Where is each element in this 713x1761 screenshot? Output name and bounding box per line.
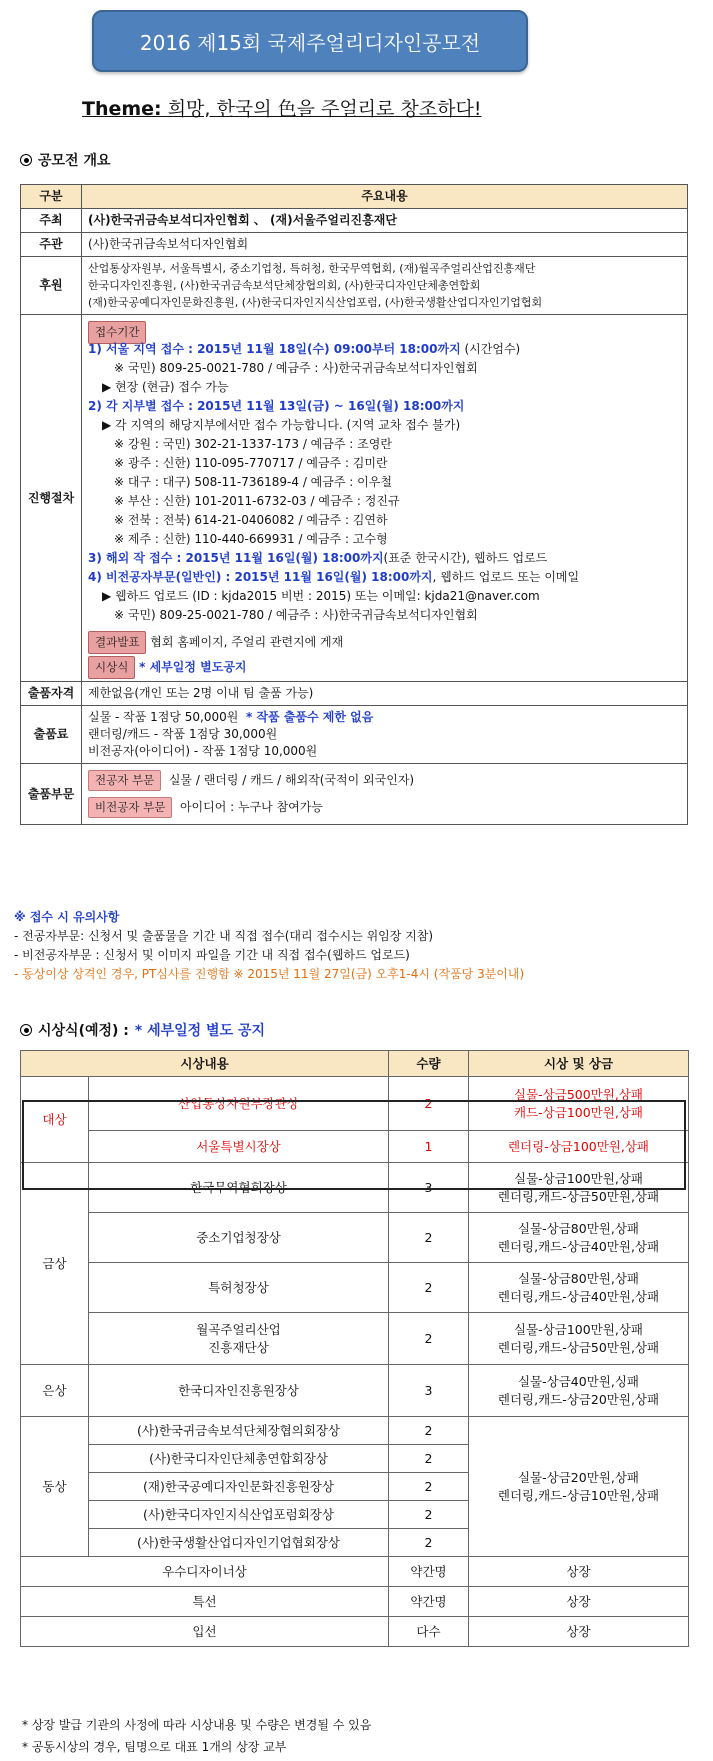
organizer-value: (사)한국귀금속보석디자인협회	[82, 233, 688, 257]
prize-line: 실물-상금20만원,상패	[518, 1469, 639, 1485]
eligibility-label: 출품자격	[21, 682, 82, 706]
theme-text: 희망, 한국의 色을 주얼리로 창조하다!	[161, 98, 482, 120]
award-qty: 1	[389, 1131, 469, 1163]
branch-account: ※ 대구 : 대구) 508-11-736189-4 / 예금주 : 이우철	[114, 475, 392, 489]
award-qty: 약간명	[389, 1587, 469, 1617]
awards-col-prize: 시상 및 상금	[469, 1051, 689, 1077]
award-name: 한국무역협회장상	[89, 1163, 389, 1213]
award-prize	[469, 1077, 689, 1131]
award-name: (사)한국디자인지식산업포럼회장상	[89, 1501, 389, 1529]
award-qty: 다수	[389, 1617, 469, 1647]
process-value	[82, 315, 688, 682]
awards-col-qty: 수량	[389, 1051, 469, 1077]
award-qty: 2	[389, 1473, 469, 1501]
eligibility-value: 제한없음(개인 또는 2명 이내 팀 출품 가능)	[82, 682, 688, 706]
reception-tag: 접수기간	[88, 321, 146, 344]
awards-heading	[20, 1020, 265, 1040]
process-step-1: 1) 서울 지역 접수 : 2015년 11월 18일(수) 09:00부터 18:00까지	[88, 342, 461, 356]
note-line: - 비전공자부문 : 신청서 및 이미지 파일을 기간 내 직접 접수(웹하드 업로드)	[14, 948, 410, 962]
prize-line: 실물-상금80만원,상패	[518, 1270, 639, 1286]
process-step-1-account: ※ 국민) 809-25-0021-780 / 예금주 : 사)한국귀금속보석디자인협회	[114, 361, 478, 375]
col-header-category: 구분	[21, 185, 82, 209]
award-prize: 상장	[469, 1557, 689, 1587]
category-label: 출품부문	[21, 764, 82, 825]
awards-heading-text: 시상식(예정) :	[38, 1023, 129, 1039]
award-qty: 2	[389, 1263, 469, 1313]
award-qty: 2	[389, 1529, 469, 1557]
branch-account: ※ 강원 : 국민) 302-21-1337-173 / 예금주 : 조영란	[114, 437, 392, 451]
branch-account: ※ 전북 : 전북) 614-21-0406082 / 예금주 : 김연하	[114, 513, 388, 527]
award-qty: 2	[389, 1445, 469, 1473]
award-name	[89, 1313, 389, 1365]
award-tier-daesang: 대상	[21, 1077, 89, 1163]
prize-line: 실물-상금100만원,상패	[514, 1321, 643, 1337]
award-prize	[469, 1263, 689, 1313]
awards-heading-note: * 세부일정 별도 공지	[134, 1023, 266, 1039]
award-prize: 상장	[469, 1617, 689, 1647]
prize-line: 렌더링,캐드-상금50만원,상패	[497, 1188, 660, 1204]
award-name: (사)한국귀금속보석단체장협의회장상	[89, 1417, 389, 1445]
sponsor-line: (재)한국공예디자인문화진흥원, (사)한국디자인지식산업포럼, (사)한국생활산업디자인기업협회	[88, 296, 543, 309]
sponsor-label: 후원	[21, 257, 82, 315]
award-name: 입선	[21, 1617, 389, 1647]
awards-table	[20, 1050, 689, 1647]
process-step-2: 2) 각 지부별 접수 : 2015년 11월 13일(금) ~ 16일(월) 18:00까지	[88, 399, 465, 413]
process-step-1-onsite: ▶ 현장 (현금) 접수 가능	[102, 380, 229, 394]
award-tier-eunsang: 은상	[21, 1365, 89, 1417]
fee-line: 실물 - 작품 1점당 50,000원	[88, 710, 239, 724]
process-step-3: 3) 해외 작 접수 : 2015년 11월 16일(월) 18:00까지	[88, 551, 384, 565]
note-line: - 전공자부문: 신청서 및 출품물을 기간 내 직접 접수(대리 접수시는 위임장 지참)	[14, 929, 434, 943]
prize-line: 실물-상금500만원,상패	[514, 1086, 643, 1102]
award-qty: 약간명	[389, 1557, 469, 1587]
organizer-label: 주관	[21, 233, 82, 257]
award-qty: 3	[389, 1365, 469, 1417]
process-step-2-note: ▶ 각 지역의 해당지부에서만 접수 가능합니다. (지역 교차 접수 불가)	[102, 418, 461, 432]
host-value: (사)한국귀금속보석디자인협회 、 (재)서울주얼리진흥재단	[82, 209, 688, 233]
award-name: 특허청장상	[89, 1263, 389, 1313]
award-name: 특선	[21, 1587, 389, 1617]
award-name: 서울특별시장상	[89, 1131, 389, 1163]
ceremony-text: * 세부일정 별도공지	[139, 660, 247, 674]
sponsor-line: 산업통상자원부, 서울특별시, 중소기업청, 특허청, 한국무역협회, (재)월곡주얼리산업진흥재단	[88, 262, 536, 275]
fee-label: 출품료	[21, 706, 82, 764]
process-step-1-suffix: (시간엄수)	[460, 342, 521, 356]
branch-account: ※ 제주 : 신한) 110-440-669931 / 예금주 : 고수형	[114, 532, 388, 546]
award-name-line: 진흥재단상	[208, 1339, 269, 1355]
result-tag: 결과발표	[88, 631, 146, 654]
reception-notes	[14, 908, 524, 984]
award-qty: 2	[389, 1313, 469, 1365]
fee-line: 비전공자(아이디어) - 작품 1점당 10,000원	[88, 744, 318, 758]
sponsor-line: 한국디자인진흥원, (사)한국귀금속보석단체장협의회, (사)한국디자인단체총연합회	[88, 279, 481, 292]
process-label: 진행절차	[21, 315, 82, 682]
prize-line: 캐드-상금100만원,상패	[514, 1104, 643, 1120]
overview-table	[20, 184, 688, 825]
note-line-highlight: - 동상이상 상격인 경우, PT심사를 진행함 ※ 2015년 11월 27일(금) 오후1-4시 (작품당 3분이내)	[14, 967, 525, 981]
award-name: (사)한국디자인단체총연합회장상	[89, 1445, 389, 1473]
award-name: 산업통상자원부장관상	[89, 1077, 389, 1131]
award-name: (재)한국공예디자인문화진흥원장상	[89, 1473, 389, 1501]
col-header-content: 주요내용	[82, 185, 688, 209]
footnote-line: * 상장 발급 기관의 사정에 따라 시상내용 및 수량은 변경될 수 있음	[22, 1718, 372, 1732]
theme-line	[82, 94, 481, 121]
process-step-4: 4) 비전공자부문(일반인) : 2015년 11월 16일(월) 18:00까지	[88, 570, 433, 584]
fee-note: * 작품 출품수 제한 없음	[246, 710, 374, 724]
major-category-tag: 전공자 부문	[88, 770, 161, 791]
circle-bullet-icon	[20, 1024, 32, 1036]
process-step-4-upload: ▶ 웹하드 업로드 (ID : kjda2015 비번 : 2015) 또는 이메일: kjda21@naver.com	[102, 589, 540, 603]
overview-heading	[20, 150, 111, 170]
award-prize	[469, 1213, 689, 1263]
award-name-line: 월곡주얼리산업	[196, 1321, 281, 1337]
overview-heading-text: 공모전 개요	[38, 153, 111, 169]
award-prize	[469, 1417, 689, 1557]
process-step-4-account: ※ 국민) 809-25-0021-780 / 예금주 : 사)한국귀금속보석디자인협회	[114, 608, 478, 622]
process-step-4-suffix: , 웹하드 업로드 또는 이메일	[432, 570, 580, 584]
award-prize	[469, 1365, 689, 1417]
branch-account: ※ 광주 : 신한) 110-095-770717 / 예금주 : 김미란	[114, 456, 388, 470]
prize-line: 실물-상금80만원,상패	[518, 1220, 639, 1236]
award-qty: 2	[389, 1213, 469, 1263]
page-title: 2016 제15회 국제주얼리디자인공모전	[92, 10, 528, 72]
prize-line: 렌더링,캐드-상금40만원,상패	[497, 1238, 660, 1254]
prize-line: 렌더링,캐드-상금50만원,상패	[497, 1339, 660, 1355]
prize-line: 실물-상금40만원,싱패	[518, 1373, 639, 1389]
award-prize: 상장	[469, 1587, 689, 1617]
award-prize: 렌더링-상금100만원,상패	[469, 1131, 689, 1163]
award-qty: 3	[389, 1163, 469, 1213]
award-name: 한국디자인진흥원장상	[89, 1365, 389, 1417]
fee-value	[82, 706, 688, 764]
award-prize	[469, 1163, 689, 1213]
award-prize	[469, 1313, 689, 1365]
process-step-3-suffix: (표준 한국시간), 웹하드 업로드	[383, 551, 548, 565]
host-label: 주최	[21, 209, 82, 233]
award-qty: 2	[389, 1077, 469, 1131]
fee-line: 랜더링/캐드 - 작품 1점당 30,000원	[88, 727, 278, 741]
footnote-line: * 공동시상의 경우, 팀명으로 대표 1개의 상장 교부	[22, 1740, 287, 1754]
major-category-text: 실물 / 랜더링 / 캐드 / 해외작(국적이 외국인자)	[168, 773, 415, 787]
result-text: 협회 홈페이지, 주얼리 관련지에 게재	[150, 635, 344, 649]
notes-title: ※ 접수 시 유의사항	[14, 910, 120, 924]
award-name: 중소기업청장상	[89, 1213, 389, 1263]
award-name: (사)한국생활산업디자인기업협회장상	[89, 1529, 389, 1557]
circle-bullet-icon	[20, 154, 32, 166]
nonmajor-category-tag: 비전공자 부문	[88, 797, 172, 818]
award-qty: 2	[389, 1501, 469, 1529]
award-name: 우수디자이너상	[21, 1557, 389, 1587]
prize-line: 실물-상금100만원,상패	[514, 1170, 643, 1186]
ceremony-tag: 시상식	[88, 656, 135, 679]
award-tier-dongsang: 동상	[21, 1417, 89, 1557]
prize-line: 렌더링,캐드-상금20만원,상패	[497, 1391, 660, 1407]
nonmajor-category-text: 아이디어 : 누구나 참여가능	[179, 800, 323, 814]
award-qty: 2	[389, 1417, 469, 1445]
award-tier-geumsang: 금상	[21, 1163, 89, 1365]
theme-label: Theme:	[82, 98, 162, 120]
footnotes	[22, 1714, 371, 1758]
branch-account: ※ 부산 : 신한) 101-2011-6732-03 / 예금주 : 정진규	[114, 494, 400, 508]
sponsor-value	[82, 257, 688, 315]
category-value	[82, 764, 688, 825]
prize-line: 렌더링,캐드-상금10만원,상패	[497, 1487, 660, 1503]
prize-line: 렌더링,캐드-상금40만원,상패	[497, 1288, 660, 1304]
awards-col-content: 시상내용	[21, 1051, 389, 1077]
